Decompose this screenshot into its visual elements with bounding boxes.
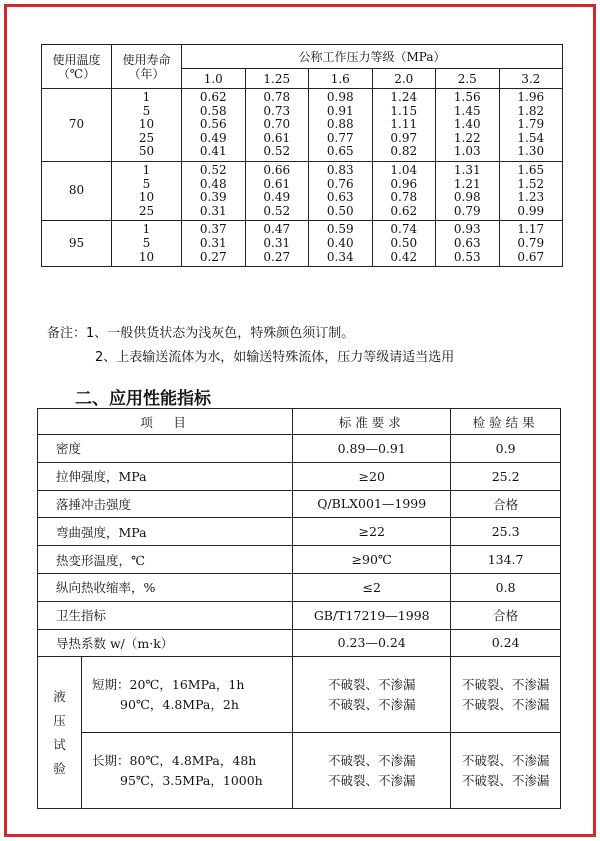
hydro-label-char: 压 <box>53 712 66 728</box>
header-item: 项 目 <box>38 409 293 435</box>
pressure-col: 2.5 <box>436 69 500 89</box>
note-1: 备注：1、一般供货状态为浅灰色，特殊颜色须订制。 <box>47 326 355 341</box>
col-life-line: 使用寿命 <box>122 52 171 67</box>
pressure-value: 0.76 <box>326 176 354 191</box>
pressure-col: 1.0 <box>182 69 246 89</box>
pressure-value: 0.66 <box>263 162 291 177</box>
col-temp-line: 使用温度 <box>52 52 101 67</box>
pressure-value: 0.41 <box>199 144 227 159</box>
pressure-value: 0.40 <box>326 235 354 250</box>
pressure-value: 1.23 <box>517 190 545 205</box>
pressure-values-cell <box>436 161 500 220</box>
temp-cell: 80 <box>42 161 112 220</box>
years-cell <box>112 89 182 162</box>
pressure-values-cell <box>309 89 373 162</box>
pressure-value: 0.63 <box>326 190 354 205</box>
perf-result: 合格 <box>451 490 561 518</box>
year-value: 10 <box>138 249 155 264</box>
perf-result: 25.3 <box>451 518 561 546</box>
pressure-value: 0.62 <box>390 203 418 218</box>
year-value: 5 <box>142 235 151 250</box>
pressure-value: 0.31 <box>199 235 227 250</box>
perf-result: 0.9 <box>451 435 561 463</box>
hydro-short-res <box>451 657 561 733</box>
pressure-value: 0.59 <box>326 222 354 237</box>
pressure-value: 1.11 <box>390 117 418 132</box>
pressure-value: 1.17 <box>517 222 545 237</box>
pressure-value: 0.77 <box>326 130 354 145</box>
pressure-value: 0.74 <box>390 222 418 237</box>
col-life-unit: （年） <box>128 66 165 81</box>
pressure-value: 0.91 <box>326 103 354 118</box>
pressure-value: 1.15 <box>390 103 418 118</box>
hydro-long-cond <box>82 733 293 809</box>
pressure-value: 0.93 <box>453 222 481 237</box>
pressure-values-cell <box>245 221 309 267</box>
pressure-value: 0.50 <box>390 235 418 250</box>
pressure-value: 0.49 <box>263 190 291 205</box>
pressure-values-cell <box>436 221 500 267</box>
perf-item: 导热系数 w/（m·k） <box>38 629 293 657</box>
pressure-values-cell <box>309 221 373 267</box>
pressure-value: 0.50 <box>326 203 354 218</box>
temp-group-row <box>42 221 563 267</box>
note-2: 2、上表输送流体为水，如输送特殊流体，压力等级请适当选用 <box>95 350 455 365</box>
year-value: 5 <box>142 176 151 191</box>
years-cell <box>112 221 182 267</box>
hydro-label-char: 液 <box>53 688 66 704</box>
year-value: 1 <box>142 90 151 104</box>
cond-line: 长期：80℃，4.8MPa，48h <box>92 752 257 768</box>
pressure-values-cell <box>245 89 309 162</box>
pressure-value: 0.62 <box>199 90 227 104</box>
temp-cell: 70 <box>42 89 112 162</box>
hydro-label-char: 试 <box>53 736 66 752</box>
year-value: 1 <box>142 162 151 177</box>
pressure-value: 0.67 <box>517 249 545 264</box>
pressure-value: 0.27 <box>199 249 227 264</box>
pressure-col: 1.25 <box>245 69 309 89</box>
perf-item: 弯曲强度，MPa <box>38 518 293 546</box>
pressure-value: 1.24 <box>390 90 418 104</box>
perf-item: 拉伸强度，MPa <box>38 462 293 490</box>
pressure-value: 0.98 <box>453 190 481 205</box>
pressure-value: 0.83 <box>326 162 354 177</box>
pressure-values-cell <box>372 161 436 220</box>
perf-rows <box>38 435 561 657</box>
res-line: 不破裂、不渗漏 <box>461 752 550 768</box>
std-line: 不破裂、不渗漏 <box>327 752 416 768</box>
header-standard: 标准要求 <box>293 409 451 435</box>
pressure-value: 0.48 <box>199 176 227 191</box>
year-value: 1 <box>142 222 151 237</box>
pressure-value: 0.37 <box>199 222 227 237</box>
pressure-value: 1.21 <box>453 176 481 191</box>
pressure-value: 0.39 <box>199 190 227 205</box>
pressure-value: 1.52 <box>517 176 545 191</box>
year-value: 25 <box>138 203 155 218</box>
pressure-values-cell <box>182 221 246 267</box>
perf-standard: GB/T17219—1998 <box>293 601 451 629</box>
std-line: 不破裂、不渗漏 <box>327 676 416 692</box>
perf-row <box>38 435 561 463</box>
perf-result: 134.7 <box>451 546 561 574</box>
pressure-values-cell <box>182 161 246 220</box>
year-value: 25 <box>138 130 155 145</box>
year-value: 10 <box>138 117 155 132</box>
pressure-values-cell <box>372 221 436 267</box>
hydro-long-res <box>451 733 561 809</box>
pressure-value: 1.65 <box>517 162 545 177</box>
perf-item: 落捶冲击强度 <box>38 490 293 518</box>
perf-result: 0.8 <box>451 573 561 601</box>
pressure-value: 0.88 <box>326 117 354 132</box>
pressure-value: 0.58 <box>199 103 227 118</box>
pressure-value: 0.98 <box>326 90 354 104</box>
pressure-value: 1.04 <box>390 162 418 177</box>
pressure-value: 0.27 <box>263 249 291 264</box>
pressure-value: 0.42 <box>390 249 418 264</box>
temp-cell: 95 <box>42 221 112 267</box>
perf-result: 0.24 <box>451 629 561 657</box>
perf-standard: ≥90℃ <box>293 546 451 574</box>
cond-line: 短期：20℃，16MPa，1h <box>92 676 245 692</box>
col-temp-unit: （℃） <box>57 66 96 81</box>
pressure-value: 1.54 <box>517 130 545 145</box>
pressure-value: 0.53 <box>453 249 481 264</box>
perf-standard: Q/BLX001—1999 <box>293 490 451 518</box>
pressure-value: 0.63 <box>453 235 481 250</box>
pressure-value: 1.30 <box>517 144 545 159</box>
pressure-values-cell <box>499 161 563 220</box>
pressure-value: 1.31 <box>453 162 481 177</box>
pressure-value: 0.65 <box>326 144 354 159</box>
year-value: 10 <box>138 190 155 205</box>
hydro-short-cond <box>82 657 293 733</box>
col-life-header <box>112 45 182 89</box>
pressure-value: 0.79 <box>453 203 481 218</box>
pressure-col: 1.6 <box>309 69 373 89</box>
pressure-value: 0.78 <box>390 190 418 205</box>
pressure-value: 0.52 <box>263 203 291 218</box>
pressure-value: 1.82 <box>517 103 545 118</box>
pressure-value: 0.61 <box>263 176 291 191</box>
perf-row <box>38 546 561 574</box>
pressure-value: 0.34 <box>326 249 354 264</box>
cond-line: 95℃，3.5MPa，1000h <box>120 772 263 788</box>
pressure-groups <box>42 89 563 267</box>
pressure-value: 0.56 <box>199 117 227 132</box>
header-result: 检验结果 <box>451 409 561 435</box>
cond-line: 90℃，4.8MPa，2h <box>120 696 239 712</box>
perf-standard: ≥22 <box>293 518 451 546</box>
res-line: 不破裂、不渗漏 <box>461 676 550 692</box>
pressure-value: 1.96 <box>517 90 545 104</box>
pressure-value: 0.97 <box>390 130 418 145</box>
perf-row <box>38 629 561 657</box>
pressure-values-cell <box>245 161 309 220</box>
col-temp-header <box>42 45 112 89</box>
std-line: 不破裂、不渗漏 <box>327 772 416 788</box>
pressure-value: 1.79 <box>517 117 545 132</box>
perf-row <box>38 490 561 518</box>
perf-standard: 0.89—0.91 <box>293 435 451 463</box>
pressure-value: 0.47 <box>263 222 291 237</box>
pressure-value: 0.52 <box>263 144 291 159</box>
col-pressure-header: 公称工作压力等级（MPa） <box>182 45 563 69</box>
pressure-values-cell <box>309 161 373 220</box>
year-value: 5 <box>142 103 151 118</box>
res-line: 不破裂、不渗漏 <box>461 772 550 788</box>
pressure-value: 0.78 <box>263 90 291 104</box>
pressure-values-cell <box>499 89 563 162</box>
perf-row <box>38 518 561 546</box>
temp-group-row <box>42 161 563 220</box>
pressure-value: 1.56 <box>453 90 481 104</box>
perf-standard: ≤2 <box>293 573 451 601</box>
pressure-value: 0.73 <box>263 103 291 118</box>
pressure-value: 0.82 <box>390 144 418 159</box>
section-title: 二、应用性能指标 <box>75 389 211 409</box>
pressure-col: 3.2 <box>499 69 563 89</box>
std-line: 不破裂、不渗漏 <box>327 696 416 712</box>
perf-item: 密度 <box>38 435 293 463</box>
pressure-col: 2.0 <box>372 69 436 89</box>
perf-result: 25.2 <box>451 462 561 490</box>
hydro-label <box>38 657 82 809</box>
pressure-values-cell <box>499 221 563 267</box>
pressure-value: 0.31 <box>263 235 291 250</box>
pressure-values-cell <box>372 89 436 162</box>
pressure-table <box>41 44 563 267</box>
pressure-values-cell <box>436 89 500 162</box>
perf-item: 卫生指标 <box>38 601 293 629</box>
hydro-long-std <box>293 733 451 809</box>
year-value: 50 <box>138 144 155 159</box>
pressure-value: 1.40 <box>453 117 481 132</box>
perf-item: 热变形温度，℃ <box>38 546 293 574</box>
pressure-value: 0.49 <box>199 130 227 145</box>
pressure-values-cell <box>182 89 246 162</box>
pressure-value: 0.79 <box>517 235 545 250</box>
res-line: 不破裂、不渗漏 <box>461 696 550 712</box>
pressure-value: 0.96 <box>390 176 418 191</box>
hydro-label-char: 验 <box>53 760 66 776</box>
perf-standard: 0.23—0.24 <box>293 629 451 657</box>
perf-row <box>38 462 561 490</box>
perf-row <box>38 601 561 629</box>
years-cell <box>112 161 182 220</box>
hydro-short-std <box>293 657 451 733</box>
perf-item: 纵向热收缩率，% <box>38 573 293 601</box>
pressure-value: 0.31 <box>199 203 227 218</box>
temp-group-row <box>42 89 563 162</box>
pressure-value: 0.61 <box>263 130 291 145</box>
perf-standard: ≥20 <box>293 462 451 490</box>
pressure-value: 0.70 <box>263 117 291 132</box>
pressure-value: 0.52 <box>199 162 227 177</box>
perf-row <box>38 573 561 601</box>
pressure-value: 1.22 <box>453 130 481 145</box>
pressure-value: 1.45 <box>453 103 481 118</box>
pressure-value: 1.03 <box>453 144 481 159</box>
perf-table <box>37 408 561 809</box>
pressure-value: 0.99 <box>517 203 545 218</box>
perf-result: 合格 <box>451 601 561 629</box>
